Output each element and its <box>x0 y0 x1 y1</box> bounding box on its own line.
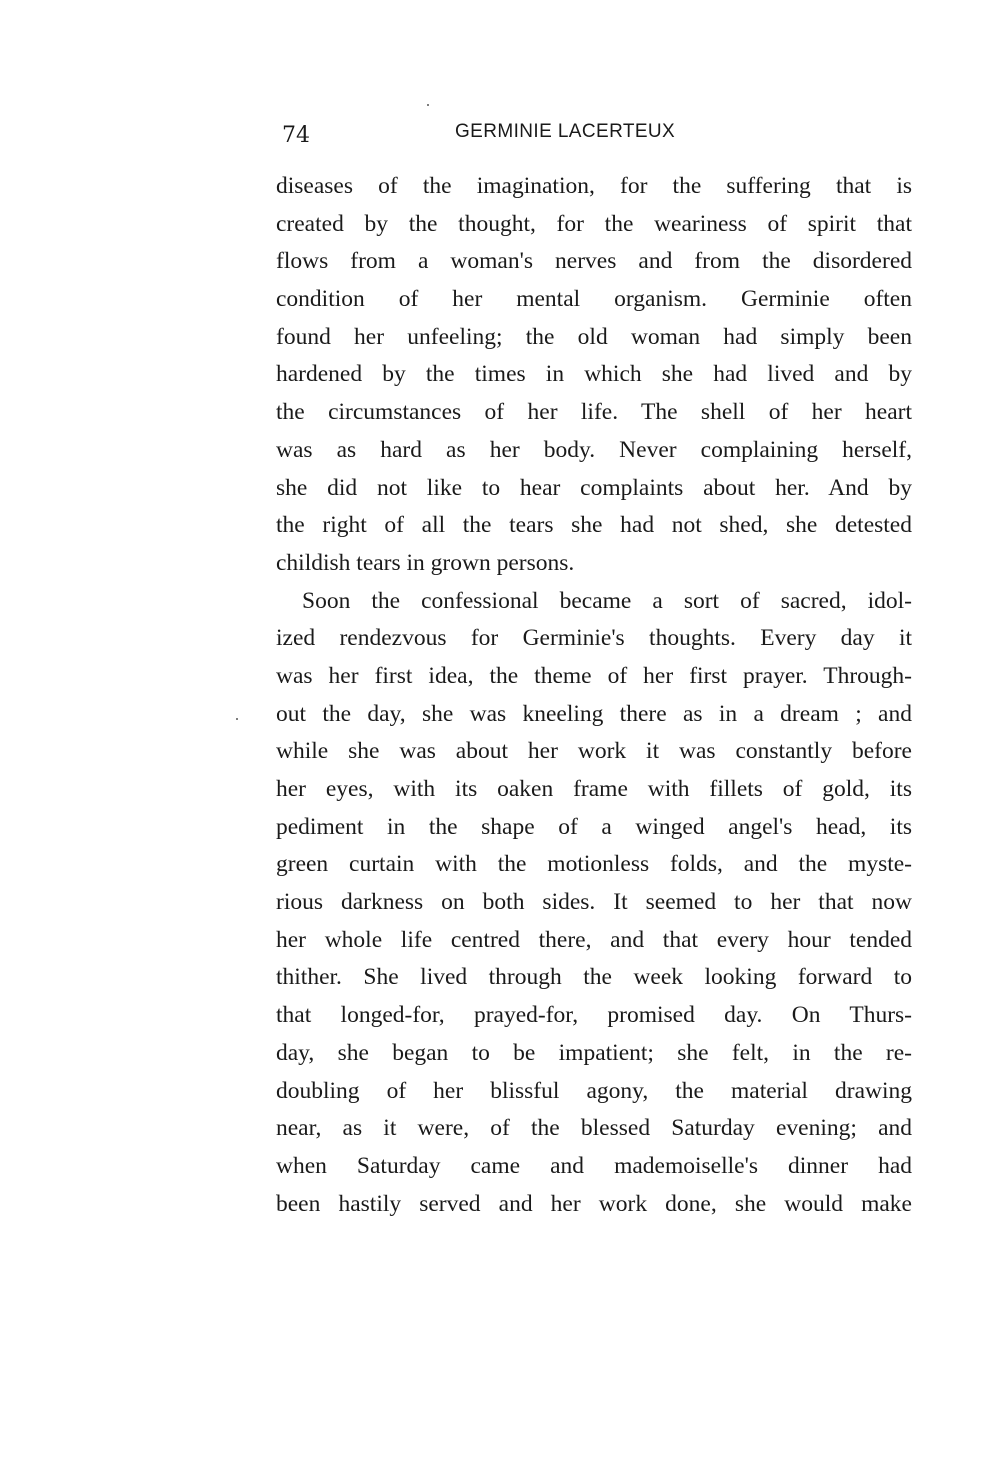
text-line: she did not like to hear complaints about her. And by <box>276 474 912 501</box>
text-line: condition of her mental organism. Germinie often <box>276 286 912 313</box>
text-line: near, as it were, of the blessed Saturday evening; and <box>276 1115 912 1142</box>
text-line: day, she began to be impatient; she felt, in the re- <box>276 1039 912 1066</box>
text-line: green curtain with the motionless folds, and the myste- <box>276 851 912 878</box>
ink-speck <box>236 718 238 720</box>
page-number: 74 <box>282 123 310 148</box>
text-line: found her unfeeling; the old woman had simply been <box>276 323 912 350</box>
text-line: thither. She lived through the week looking forward to <box>276 964 912 991</box>
text-line: ized rendezvous for Germinie's thoughts. Every day it <box>276 625 912 652</box>
text-line: been hastily served and her work done, she would make <box>276 1190 912 1217</box>
text-line: diseases of the imagination, for the suffering that is <box>276 173 912 199</box>
text-line: was as hard as her body. Never complaining herself, <box>276 436 912 463</box>
text-line: doubling of her blissful agony, the material drawing <box>276 1077 912 1104</box>
text-line: pediment in the shape of a winged angel's head, its <box>276 813 912 840</box>
paragraph-end-line: childish tears in grown persons. <box>276 549 575 576</box>
text-line: that longed-for, prayed-for, promised day. On Thurs- <box>276 1002 912 1029</box>
body-text <box>276 168 912 1223</box>
text-line: her eyes, with its oaken frame with fillets of gold, its <box>276 776 912 802</box>
text-line: was her first idea, the theme of her first prayer. Through- <box>276 662 912 689</box>
text-line: while she was about her work it was constantly before <box>276 738 912 765</box>
text-line: out the day, she was kneeling there as in a dream ; and <box>276 700 912 727</box>
running-title: GERMINIE LACERTEUX <box>455 121 676 142</box>
ink-speck <box>427 104 429 106</box>
text-line: created by the thought, for the weariness of spirit that <box>276 210 912 237</box>
paragraph-start-line: Soon the confessional became a sort of sacred, idol- <box>302 587 912 614</box>
text-line: hardened by the times in which she had lived and by <box>276 361 912 388</box>
text-line: the circumstances of her life. The shell of her heart <box>276 399 912 426</box>
text-line: when Saturday came and mademoiselle's dinner had <box>276 1152 912 1179</box>
text-line: her whole life centred there, and that every hour tended <box>276 926 912 953</box>
text-line: flows from a woman's nerves and from the disordered <box>276 248 912 275</box>
text-line: the right of all the tears she had not shed, she detested <box>276 512 912 539</box>
text-line: rious darkness on both sides. It seemed to her that now <box>276 889 912 916</box>
